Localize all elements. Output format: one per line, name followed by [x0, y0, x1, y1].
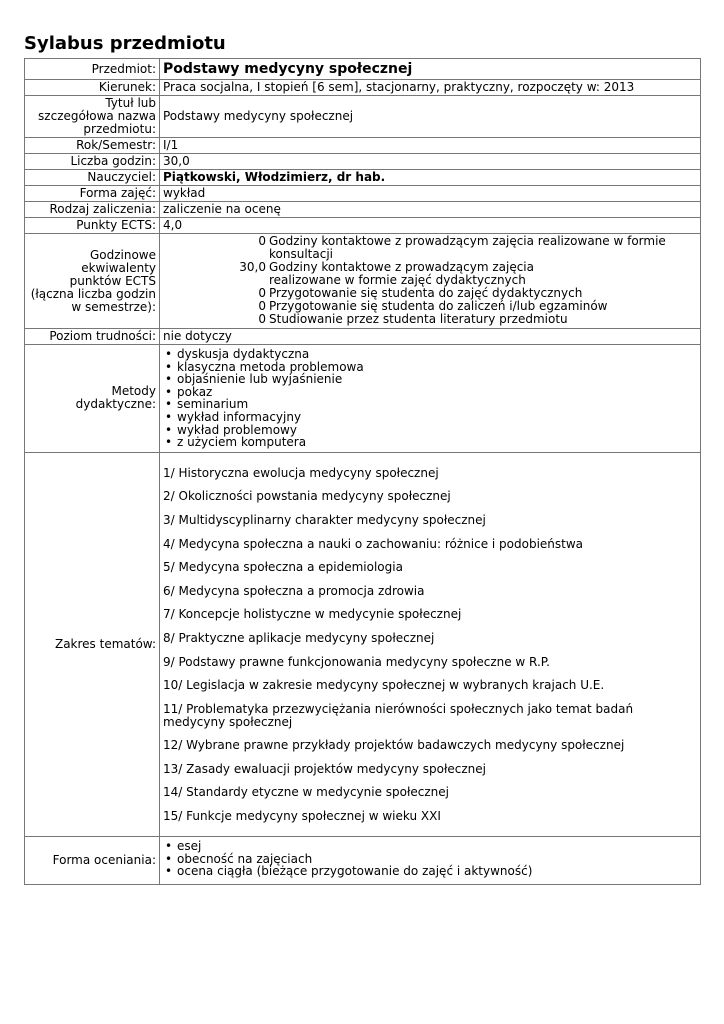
value-poziom: nie dotyczy — [160, 329, 701, 345]
list-item: 12/ Wybrane prawne przykłady projektów badawczych medycyny społecznej — [163, 738, 625, 753]
label-forma: Forma zajęć: — [25, 186, 160, 202]
list-item: 14/ Standardy etyczne w medycynie społecznej — [163, 785, 450, 800]
label-metody: Metody dydaktyczne: — [25, 345, 160, 453]
row-tytul — [25, 96, 701, 138]
value-kierunek: Praca socjalna, I stopień [6 sem], stacjonarny, praktyczny, rozpoczęty w: 2013 — [160, 80, 701, 96]
list-item: • objaśnienie lub wyjaśnienie — [163, 373, 697, 386]
list-item: 1/ Historyczna ewolucja medycyny społecznej — [163, 465, 439, 480]
list-item: • z użyciem komputera — [163, 436, 697, 449]
row-ocenianie — [25, 837, 701, 885]
list-item: • wykład problemowy — [163, 424, 697, 437]
label-poziom: Poziom trudności: — [25, 329, 160, 345]
label-godziny: Liczba godzin: — [25, 154, 160, 170]
hours-value: 30,0 — [239, 260, 266, 274]
topics-list — [163, 454, 697, 835]
list-item: 6/ Medycyna społeczna a promocja zdrowia — [163, 583, 425, 598]
label-kierunek: Kierunek: — [25, 80, 160, 96]
label-zaliczenie: Rodzaj zaliczenia: — [25, 202, 160, 218]
list-item: • ocena ciągła (bieżące przygotowanie do zajęć i aktywność) — [163, 865, 697, 878]
value-forma: wykład — [160, 186, 701, 202]
value-ekwiwalenty — [160, 234, 701, 329]
value-metody — [160, 345, 701, 453]
list-item: 11/ Problematyka przezwyciężania nierówności społecznych jako temat badań medycyny społecznej — [163, 701, 634, 729]
list-item: 15/ Funkcje medycyny społecznej w wieku XXI — [163, 809, 441, 824]
list-item: 7/ Koncepcje holistyczne w medycynie społecznej — [163, 607, 462, 622]
row-poziom — [25, 329, 701, 345]
value-ocenianie — [160, 837, 701, 885]
hours-value: 0 — [258, 234, 266, 248]
row-zaliczenie — [25, 202, 701, 218]
value-nauczyciel: Piątkowski, Włodzimierz, dr hab. — [160, 170, 701, 186]
row-zakres — [25, 452, 701, 836]
value-godziny: 30,0 — [160, 154, 701, 170]
row-rok — [25, 138, 701, 154]
value-zaliczenie: zaliczenie na ocenę — [160, 202, 701, 218]
hours-description: Godziny kontaktowe z prowadzącym zajęcia realizowane w formie zajęć dydaktycznych — [269, 260, 534, 287]
hours-item — [163, 235, 697, 261]
list-item: • esej — [163, 840, 697, 853]
methods-list — [163, 348, 697, 449]
label-ekwiwalenty: Godzinowe ekwiwalenty punktów ECTS (łączna liczba godzin w semestrze): — [25, 234, 160, 329]
list-item: 10/ Legislacja w zakresie medycyny społecznej w wybranych krajach U.E. — [163, 678, 605, 693]
hours-item — [163, 313, 697, 326]
value-zakres — [160, 452, 701, 836]
hours-item — [163, 261, 697, 287]
value-przedmiot: Podstawy medycyny społecznej — [160, 59, 701, 80]
hours-description: Studiowanie przez studenta literatury przedmiotu — [269, 312, 568, 326]
page-title: Sylabus przedmiotu — [24, 33, 226, 54]
list-item: 13/ Zasady ewaluacji projektów medycyny społecznej — [163, 761, 486, 776]
row-ects — [25, 218, 701, 234]
hours-value: 0 — [258, 286, 266, 300]
value-ects: 4,0 — [160, 218, 701, 234]
hours-value: 0 — [258, 299, 266, 313]
hours-description: Godziny kontaktowe z prowadzącym zajęcia realizowane w formie konsultacji — [269, 234, 666, 261]
list-item: 4/ Medycyna społeczna a nauki o zachowaniu: różnice i podobieństwa — [163, 536, 584, 551]
list-item: 3/ Multidyscyplinarny charakter medycyny społecznej — [163, 512, 486, 527]
list-item: 5/ Medycyna społeczna a epidemiologia — [163, 560, 403, 575]
row-nauczyciel — [25, 170, 701, 186]
value-rok: I/1 — [160, 138, 701, 154]
label-przedmiot: Przedmiot: — [25, 59, 160, 80]
list-item: 8/ Praktyczne aplikacje medycyny społecznej — [163, 630, 435, 645]
hours-description: Przygotowanie się studenta do zaliczeń i/lub egzaminów — [269, 299, 608, 313]
value-tytul: Podstawy medycyny społecznej — [160, 96, 701, 138]
label-nauczyciel: Nauczyciel: — [25, 170, 160, 186]
label-tytul: Tytuł lub szczegółowa nazwa przedmiotu: — [25, 96, 160, 138]
label-rok: Rok/Semestr: — [25, 138, 160, 154]
list-item: • pokaz — [163, 386, 697, 399]
list-item: • klasyczna metoda problemowa — [163, 361, 697, 374]
list-item: 9/ Podstawy prawne funkcjonowania medycyny społeczne w R.P. — [163, 654, 550, 669]
row-kierunek — [25, 80, 701, 96]
syllabus-table — [24, 58, 701, 885]
row-forma — [25, 186, 701, 202]
row-ekwiwalenty — [25, 234, 701, 329]
hours-value: 0 — [258, 312, 266, 326]
list-item: • obecność na zajęciach — [163, 853, 697, 866]
row-przedmiot — [25, 59, 701, 80]
list-item: • seminarium — [163, 398, 697, 411]
hours-description: Przygotowanie się studenta do zajęć dydaktycznych — [269, 286, 583, 300]
list-item: 2/ Okoliczności powstania medycyny społecznej — [163, 489, 451, 504]
grading-list — [163, 840, 697, 878]
row-metody — [25, 345, 701, 453]
row-godziny — [25, 154, 701, 170]
label-zakres: Zakres tematów: — [25, 452, 160, 836]
label-ects: Punkty ECTS: — [25, 218, 160, 234]
label-ocenianie: Forma oceniania: — [25, 837, 160, 885]
list-item: • dyskusja dydaktyczna — [163, 348, 697, 361]
list-item: • wykład informacyjny — [163, 411, 697, 424]
